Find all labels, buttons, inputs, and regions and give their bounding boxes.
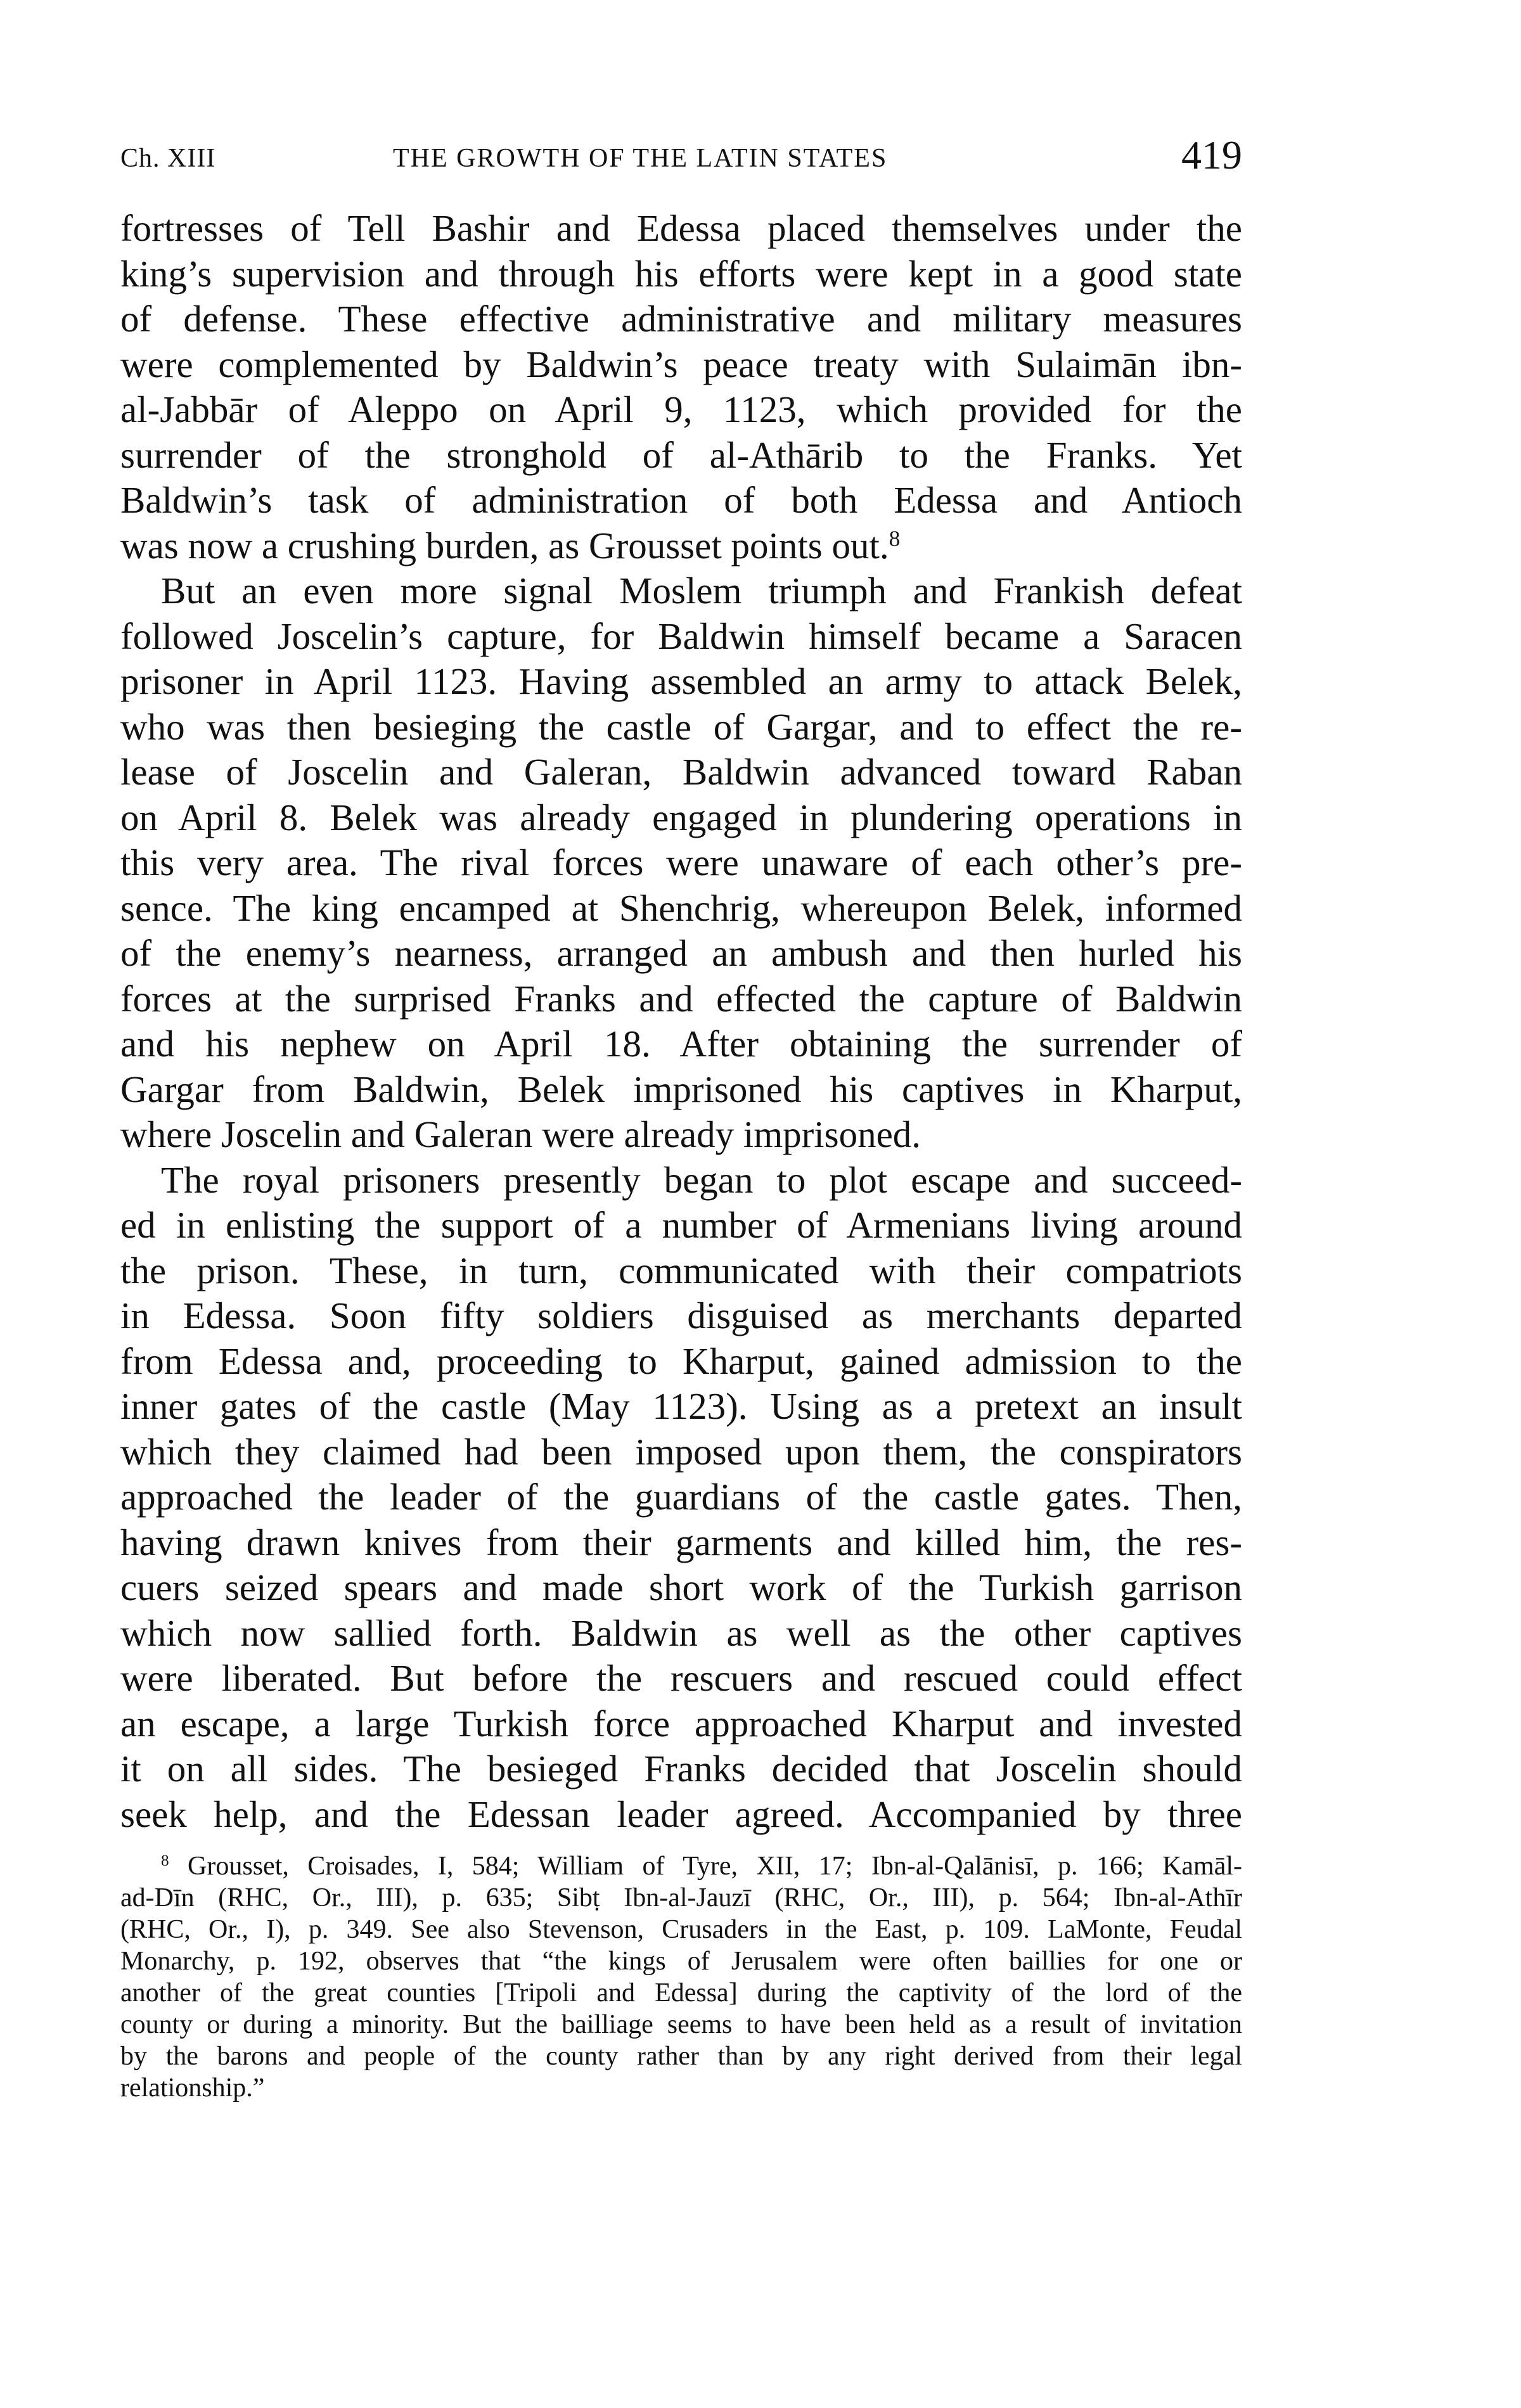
text-line: prisoner in April 1123. Having assembled an army to attack Belek,	[120, 660, 1242, 702]
text-line: followed Joscelin’s capture, for Baldwin himself became a Saracen	[120, 615, 1242, 657]
footnote-first-line	[120, 1850, 1242, 1882]
text-line: having drawn knives from their garments and killed him, the res-	[120, 1521, 1242, 1563]
text-line: of the enemy’s nearness, arranged an ambush and then hurled his	[120, 932, 1242, 974]
text-line: fortresses of Tell Bashir and Edessa placed themselves under the	[120, 207, 1242, 249]
text-line-with-footnote	[120, 523, 1242, 569]
text-line: approached the leader of the guardians of the castle gates. Then,	[120, 1476, 1242, 1518]
page-number: 419	[1181, 132, 1242, 177]
footnote-line: by the barons and people of the county rather than by any right derived from their legal	[120, 2042, 1242, 2071]
text-line-content: was now a crushing burden, as Grousset points out.	[120, 524, 889, 567]
text-line: king’s supervision and through his efforts were kept in a good state	[120, 252, 1242, 295]
text-line: it on all sides. The besieged Franks decided that Joscelin should	[120, 1748, 1242, 1790]
text-line: were liberated. But before the rescuers and rescued could effect	[120, 1657, 1242, 1699]
footnote-reference[interactable]: 8	[889, 525, 901, 551]
text-line: cuers seized spears and made short work of the Turkish garrison	[120, 1566, 1242, 1608]
body-text	[120, 206, 1242, 1837]
footnote-line: county or during a minority. But the bailliage seems to have been held as a result of invitation	[120, 2010, 1242, 2039]
text-line: surrender of the stronghold of al-Athārib to the Franks. Yet	[120, 433, 1242, 476]
footnote-line: (RHC, Or., I), p. 349. See also Stevenson, Crusaders in the East, p. 109. LaMonte, Feudal	[120, 1915, 1242, 1944]
footnote	[120, 1850, 1242, 2104]
footnote-line: another of the great counties [Tripoli and Edessa] during the captivity of the lord of the	[120, 1978, 1242, 2008]
running-title: THE GROWTH OF THE LATIN STATES	[393, 144, 888, 173]
text-line: which they claimed had been imposed upon them, the conspirators	[120, 1430, 1242, 1473]
text-line: an escape, a large Turkish force approached Kharput and invested	[120, 1702, 1242, 1745]
text-line: Gargar from Baldwin, Belek imprisoned his captives in Kharput,	[120, 1068, 1242, 1110]
text-line: inner gates of the castle (May 1123). Using as a pretext an insult	[120, 1385, 1242, 1427]
text-line: in Edessa. Soon fifty soldiers disguised as merchants departed	[120, 1295, 1242, 1336]
chapter-label: Ch. XIII	[120, 144, 216, 173]
text-line: who was then besieging the castle of Gargar, and to effect the re-	[120, 705, 1242, 748]
text-line: sence. The king encamped at Shenchrig, whereupon Belek, informed	[120, 887, 1242, 929]
text-line: of defense. These effective administrative and military measures	[120, 298, 1242, 340]
footnote-line: ad-Dīn (RHC, Or., III), p. 635; Sibṭ Ibn-al-Jauzī (RHC, Or., III), p. 564; Ibn-al-Athīr	[120, 1883, 1242, 1912]
text-line: al-Jabbār of Aleppo on April 9, 1123, which provided for the	[120, 388, 1242, 430]
text-line: which now sallied forth. Baldwin as well as the other captives	[120, 1611, 1242, 1654]
paragraph-start-line: The royal prisoners presently began to plot escape and succeed-	[161, 1158, 1242, 1201]
text-line: forces at the surprised Franks and effected the capture of Baldwin	[120, 977, 1242, 1020]
text-line: the prison. These, in turn, communicated with their compatriots	[120, 1249, 1242, 1291]
running-header	[120, 125, 1255, 189]
text-line: Baldwin’s task of administration of both Edessa and Antioch	[120, 479, 1242, 521]
footnote-line: Monarchy, p. 192, observes that “the kings of Jerusalem were often baillies for one or	[120, 1947, 1242, 1976]
paragraph-start-line: But an even more signal Moslem triumph and Frankish defeat	[161, 570, 1242, 612]
footnote-line-content: Grousset, Croisades, I, 584; William of Tyre, XII, 17; Ibn-al-Qalānisī, p. 166; Kamāl-	[188, 1852, 1242, 1881]
text-line: ed in enlisting the support of a number of Armenians living around	[120, 1204, 1242, 1246]
text-line: this very area. The rival forces were unaware of each other’s pre-	[120, 842, 1242, 883]
text-line: lease of Joscelin and Galeran, Baldwin advanced toward Raban	[120, 751, 1242, 793]
text-line: were complemented by Baldwin’s peace treaty with Sulaimān ibn-	[120, 343, 1242, 385]
text-line: where Joscelin and Galeran were already imprisoned.	[120, 1113, 921, 1155]
text-line: seek help, and the Edessan leader agreed. Accompanied by three	[120, 1793, 1242, 1835]
text-line: from Edessa and, proceeding to Kharput, gained admission to the	[120, 1340, 1242, 1382]
text-line: on April 8. Belek was already engaged in plundering operations in	[120, 796, 1242, 838]
text-line: and his nephew on April 18. After obtaining the surrender of	[120, 1023, 1242, 1065]
footnote-marker: 8	[161, 1852, 169, 1870]
footnote-line: relationship.”	[120, 2073, 265, 2103]
